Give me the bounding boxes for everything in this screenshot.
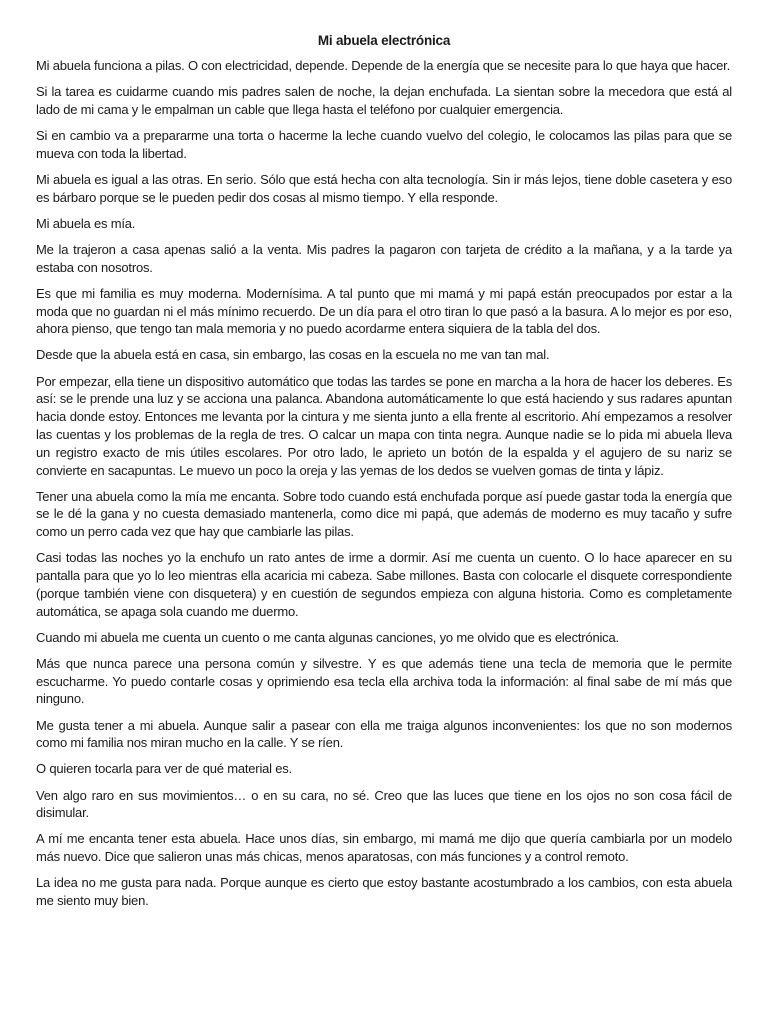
paragraph-8: Desde que la abuela está en casa, sin embargo, las cosas en la escuela no me van tan mal. — [36, 347, 550, 363]
paragraph-15: O quieren tocarla para ver de qué material es. — [36, 761, 292, 777]
document-body — [36, 57, 732, 910]
paragraph-6: Me la trajeron a casa apenas salió a la venta. Mis padres la pagaron con tarjeta de crédito a la mañana, y a la tarde ya estaba con nosotros. — [36, 241, 732, 275]
paragraph-10: Tener una abuela como la mía me encanta. Sobre todo cuando está enchufada porque así puede gastar toda la energía que se le dé la gana y no cuesta demasiado mantenerla, como dice mi papá, que además de moderno es muy tacaño y sufre como un perro cada vez que hay que cambiarle las pilas. — [36, 488, 732, 540]
paragraph-1: Mi abuela funciona a pilas. O con electricidad, depende. Depende de la energía que se necesite para lo que haya que hacer. — [36, 58, 730, 73]
paragraph-5: Mi abuela es mía. — [36, 215, 136, 231]
paragraph-4: Mi abuela es igual a las otras. En serio. Sólo que está hecha con alta tecnología. Sin ir más lejos, tiene doble casetera y eso es bárbaro porque se le pueden pedir dos cosas al mismo tiempo. Y ella responde. — [36, 171, 732, 205]
paragraph-18: La idea no me gusta para nada. Porque aunque es cierto que estoy bastante acostumbrado a los cambios, con esta abuela me siento muy bien. — [36, 875, 732, 909]
paragraph-2: Si la tarea es cuidarme cuando mis padres salen de noche, la dejan enchufada. La sientan sobre la mecedora que está al lado de mi cama y le empalman un cable que llega hasta el teléfono por cualquier emergencia. — [36, 84, 732, 117]
document-page — [36, 31, 732, 918]
document-title: Mi abuela electrónica — [317, 33, 451, 48]
paragraph-14: Me gusta tener a mi abuela. Aunque salir a pasear con ella me traiga algunos inconvenientes: los que no son modernos como mi familia nos miran mucho en la calle. Y se ríen. — [36, 717, 732, 751]
paragraph-9: Por empezar, ella tiene un dispositivo automático que todas las tardes se pone en marcha a la hora de hacer los deberes. Es así: se le prende una luz y se acciona una palanca. Abandona automáticamente lo que está haciendo y sus radares apuntan hacia donde estoy. Entonces me levanta por la cintura y me sienta junto a ella frente al escritorio. Ahí empezamos a resolver las cuentas y los problemas de la regla de tres. O calcar un mapa con tinta negra. Aunque nadie se lo pida mi abuela lleva un registro exacto de mis útiles escolares. Por otro lado, le aprieto un botón de la espalda y el agujero de su nariz se convierte en sacapuntas. Le muevo un poco la oreja y las yemas de los dedos se vuelven gomas de tinta y lápiz. — [36, 373, 732, 478]
paragraph-7: Es que mi familia es muy moderna. Modernísima. A tal punto que mi mamá y mi papá están preocupados por estar a la moda que no guardan ni el más mínimo recuerdo. De un día para el otro tiran lo que pasó a la basura. A lo mejor es por eso, ahora pienso, que tengo tan mala memoria y no puedo acordarme entera siquiera de la tabla del dos. — [36, 285, 732, 337]
paragraph-11: Casi todas las noches yo la enchufo un rato antes de irme a dormir. Así me cuenta un cuento. O lo hace aparecer en su pantalla para que yo lo leo mientras ella acaricia mi cabeza. Sabe millones. Basta con colocarle el disquete correspondiente (porque también viene con disquetera) y en cuestión de segundos empieza con alguna historia. Como es completamente automática, se apaga sola cuando me duermo. — [36, 550, 732, 619]
paragraph-3: Si en cambio va a prepararme una torta o hacerme la leche cuando vuelvo del colegio, le colocamos las pilas para que se mueva con toda la libertad. — [36, 127, 732, 161]
paragraph-13: Más que nunca parece una persona común y silvestre. Y es que además tiene una tecla de memoria que le permite escucharme. Yo puedo contarle cosas y oprimiendo esa tecla ella archiva toda la información: al final sabe de mí más que ninguno. — [36, 655, 732, 707]
paragraph-16: Ven algo raro en sus movimientos… o en su cara, no sé. Creo que las luces que tiene en los ojos no son cosa fácil de disimular. — [36, 787, 732, 821]
paragraph-12: Cuando mi abuela me cuenta un cuento o me canta algunas canciones, yo me olvido que es electrónica. — [36, 629, 619, 645]
paragraph-17: A mí me encanta tener esta abuela. Hace unos días, sin embargo, mi mamá me dijo que quería cambiarla por un modelo más nuevo. Dice que salieron unas más chicas, menos aparatosas, con más funciones y a control remoto. — [36, 831, 732, 865]
